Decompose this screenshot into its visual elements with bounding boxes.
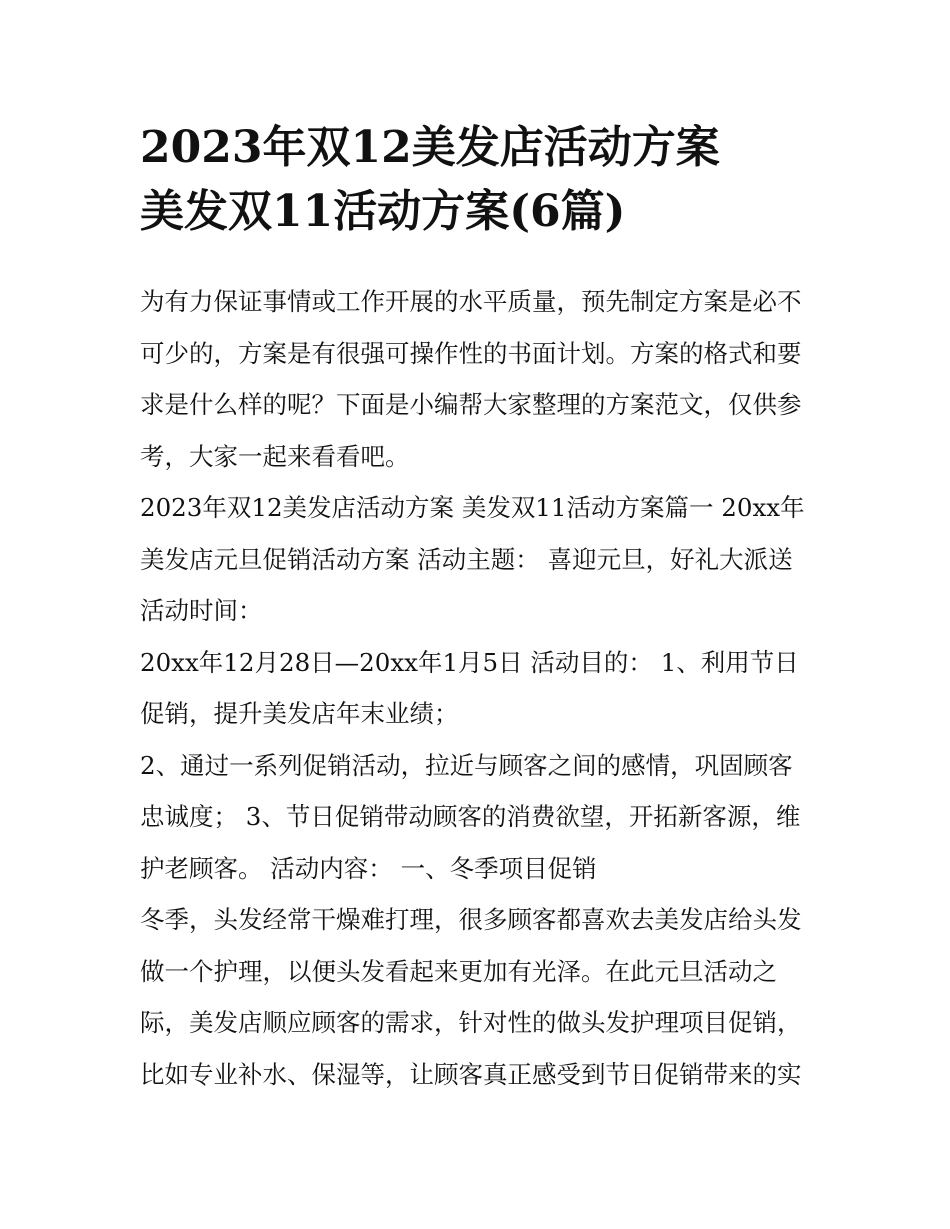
paragraph-activity-time <box>140 637 820 740</box>
text-line: 做一个护理，以便头发看起来更加有光泽。在此元旦活动之 <box>140 956 777 986</box>
text-line: 2、通过一系列促销活动，拉近与顾客之间的感情，巩固顾客 <box>140 750 793 780</box>
text-line: 20xx年12月28日—20xx年1月5日 活动目的： 1、利用节日 <box>140 647 799 677</box>
paragraph-winter-promo <box>140 894 820 1100</box>
text-line: 为有力保证事情或工作开展的水平质量，预先制定方案是必不 <box>140 287 802 316</box>
paragraph-activity-theme <box>140 482 820 637</box>
text-line: 美发店元旦促销活动方案 活动主题： 喜迎元旦，好礼大派送 <box>140 544 793 574</box>
text-line: 活动时间： <box>140 596 263 625</box>
title-line-1: 2023年双12美发店活动方案 <box>140 122 720 173</box>
text-line: 冬季，头发经常干燥难打理，很多顾客都喜欢去美发店给头发 <box>140 905 802 934</box>
title-line-2: 美发双11活动方案(6篇) <box>140 186 626 237</box>
document-title <box>140 116 820 244</box>
text-line: 2023年双12美发店活动方案 美发双11活动方案篇一 20xx年 <box>140 493 805 522</box>
text-line: 促销，提升美发店年末业绩； <box>140 699 459 728</box>
text-line: 可少的，方案是有很强可操作性的书面计划。方案的格式和要 <box>140 338 802 368</box>
text-line: 比如专业补水、保湿等，让顾客真正感受到节日促销带来的实 <box>140 1059 802 1089</box>
text-line: 护老顾客。 活动内容： 一、冬季项目促销 <box>140 853 597 883</box>
text-line: 际，美发店顺应顾客的需求，针对性的做头发护理项目促销， <box>140 1008 802 1037</box>
paragraph-activity-goals <box>140 740 820 895</box>
text-line: 忠诚度； 3、节日促销带动顾客的消费欲望，开拓新客源，维 <box>140 802 801 831</box>
document-body <box>140 276 820 1100</box>
paragraph-intro <box>140 276 820 482</box>
text-line: 求是什么样的呢？下面是小编帮大家整理的方案范文，仅供参 <box>140 390 802 419</box>
text-line: 考，大家一起来看看吧。 <box>140 441 410 471</box>
